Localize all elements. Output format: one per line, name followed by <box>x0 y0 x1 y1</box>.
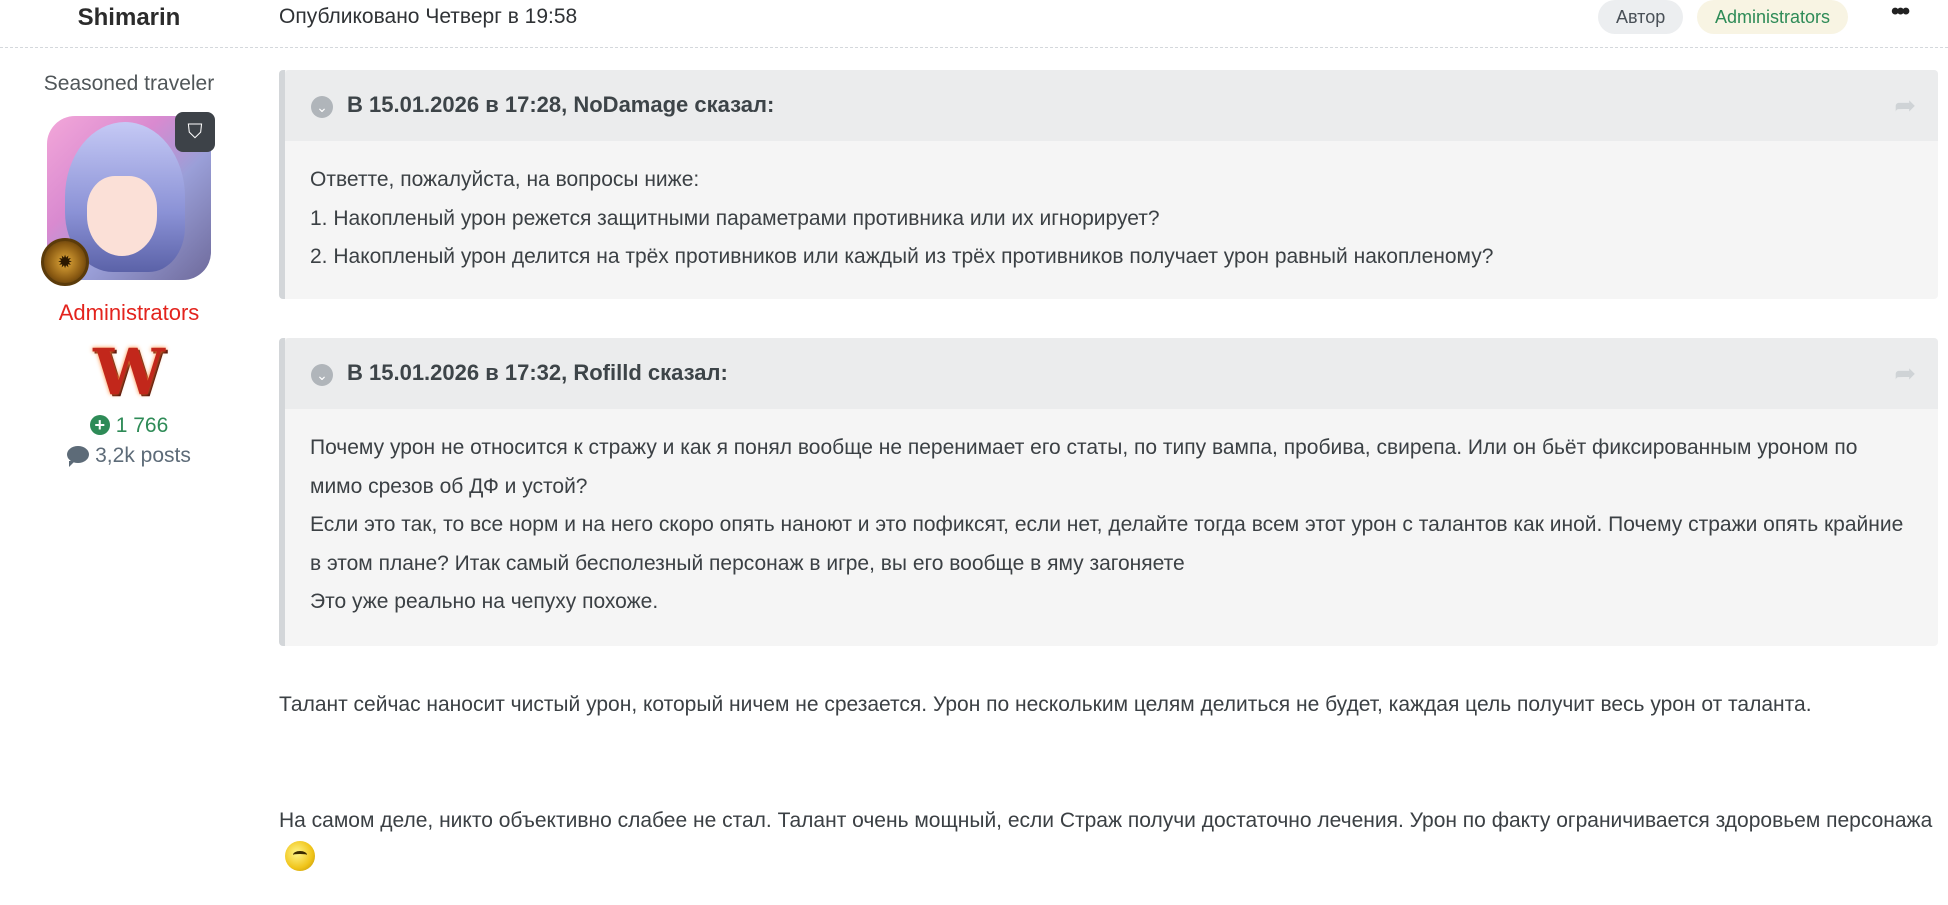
shield-icon: ⛉ <box>175 112 215 152</box>
reputation <box>0 414 258 438</box>
reputation-value: 1 766 <box>115 414 169 437</box>
quote-content <box>285 409 1938 642</box>
avatar-face <box>87 176 157 256</box>
user-title: Seasoned traveler <box>43 72 215 95</box>
post-paragraph: Талант сейчас наносит чистый урон, который ничем не срезается. Урон по нескольким целям делиться не будет, каждая цель получит весь урон от таланта. <box>279 693 1812 716</box>
quote-content <box>285 141 1938 297</box>
smiley-emoji-icon <box>285 841 315 871</box>
quote-block <box>279 70 1938 299</box>
post-header <box>0 0 1948 48</box>
post-paragraph-text: На самом деле, никто объективно слабее не стал. Талант очень мощный, если Страж получи достаточно лечения. Урон по факту ограничивается здоровьем персонажа <box>279 809 1933 832</box>
share-arrow-icon[interactable]: ➦ <box>1894 90 1916 120</box>
avatar-container[interactable] <box>47 116 211 280</box>
group-icon-letter: W <box>93 335 165 410</box>
post-count-label: 3,2k posts <box>95 444 191 467</box>
quote-line: 2. Накопленый урон делится на трёх противников или каждый из трёх противников получает урон равный накопленому? <box>310 245 1494 269</box>
quote-citation-text[interactable]: В 15.01.2026 в 17:32, Rofilld сказал: <box>347 360 728 385</box>
quote-block <box>279 338 1938 646</box>
quote-citation-text[interactable]: В 15.01.2026 в 17:28, NoDamage сказал: <box>347 92 775 117</box>
post-paragraph <box>279 802 1939 878</box>
quote-line: Почему урон не относится к стражу и как я понял вообще не перенимает его статы, по типу вампа, пробива, свирепа. Или он бьёт фиксированным уроном по мимо срезов об ДФ и устой? <box>310 436 1858 498</box>
more-options-button[interactable]: ••• <box>1891 0 1908 25</box>
quote-citation <box>285 70 1938 141</box>
quote-line: Это уже реально на чепуху похоже. <box>310 590 659 614</box>
quote-line: Если это так, то все норм и на него скоро опять наноют и это пофиксят, если нет, делайте тогда всем этот урон с талантов как иной. Почему стражи опять крайние в этом плане? Итак самый бесполезный персонаж в игре, вы его вообще в яму загоняете <box>310 513 1904 575</box>
comment-icon <box>67 446 89 463</box>
quote-line: Ответте, пожалуйста, на вопросы ниже: <box>310 168 700 191</box>
author-name[interactable]: Shimarin <box>77 4 181 31</box>
user-group: Administrators <box>58 300 200 325</box>
author-badge: Автор <box>1598 0 1683 34</box>
collapse-toggle-icon[interactable]: ⌄ <box>311 364 333 386</box>
group-badge: Administrators <box>1697 0 1848 34</box>
post-date[interactable]: Опубликовано Четверг в 19:58 <box>279 5 578 28</box>
plus-icon: + <box>90 415 110 435</box>
rank-badge-icon: ✹ <box>41 238 89 286</box>
share-arrow-icon[interactable]: ➦ <box>1894 358 1916 388</box>
post-count <box>0 444 258 468</box>
quote-citation <box>285 338 1938 409</box>
group-icon <box>92 335 166 410</box>
quote-line: 1. Накопленый урон режется защитными параметрами противника или их игнорирует? <box>310 206 1160 230</box>
author-panel <box>0 60 258 468</box>
collapse-toggle-icon[interactable]: ⌄ <box>311 96 333 118</box>
